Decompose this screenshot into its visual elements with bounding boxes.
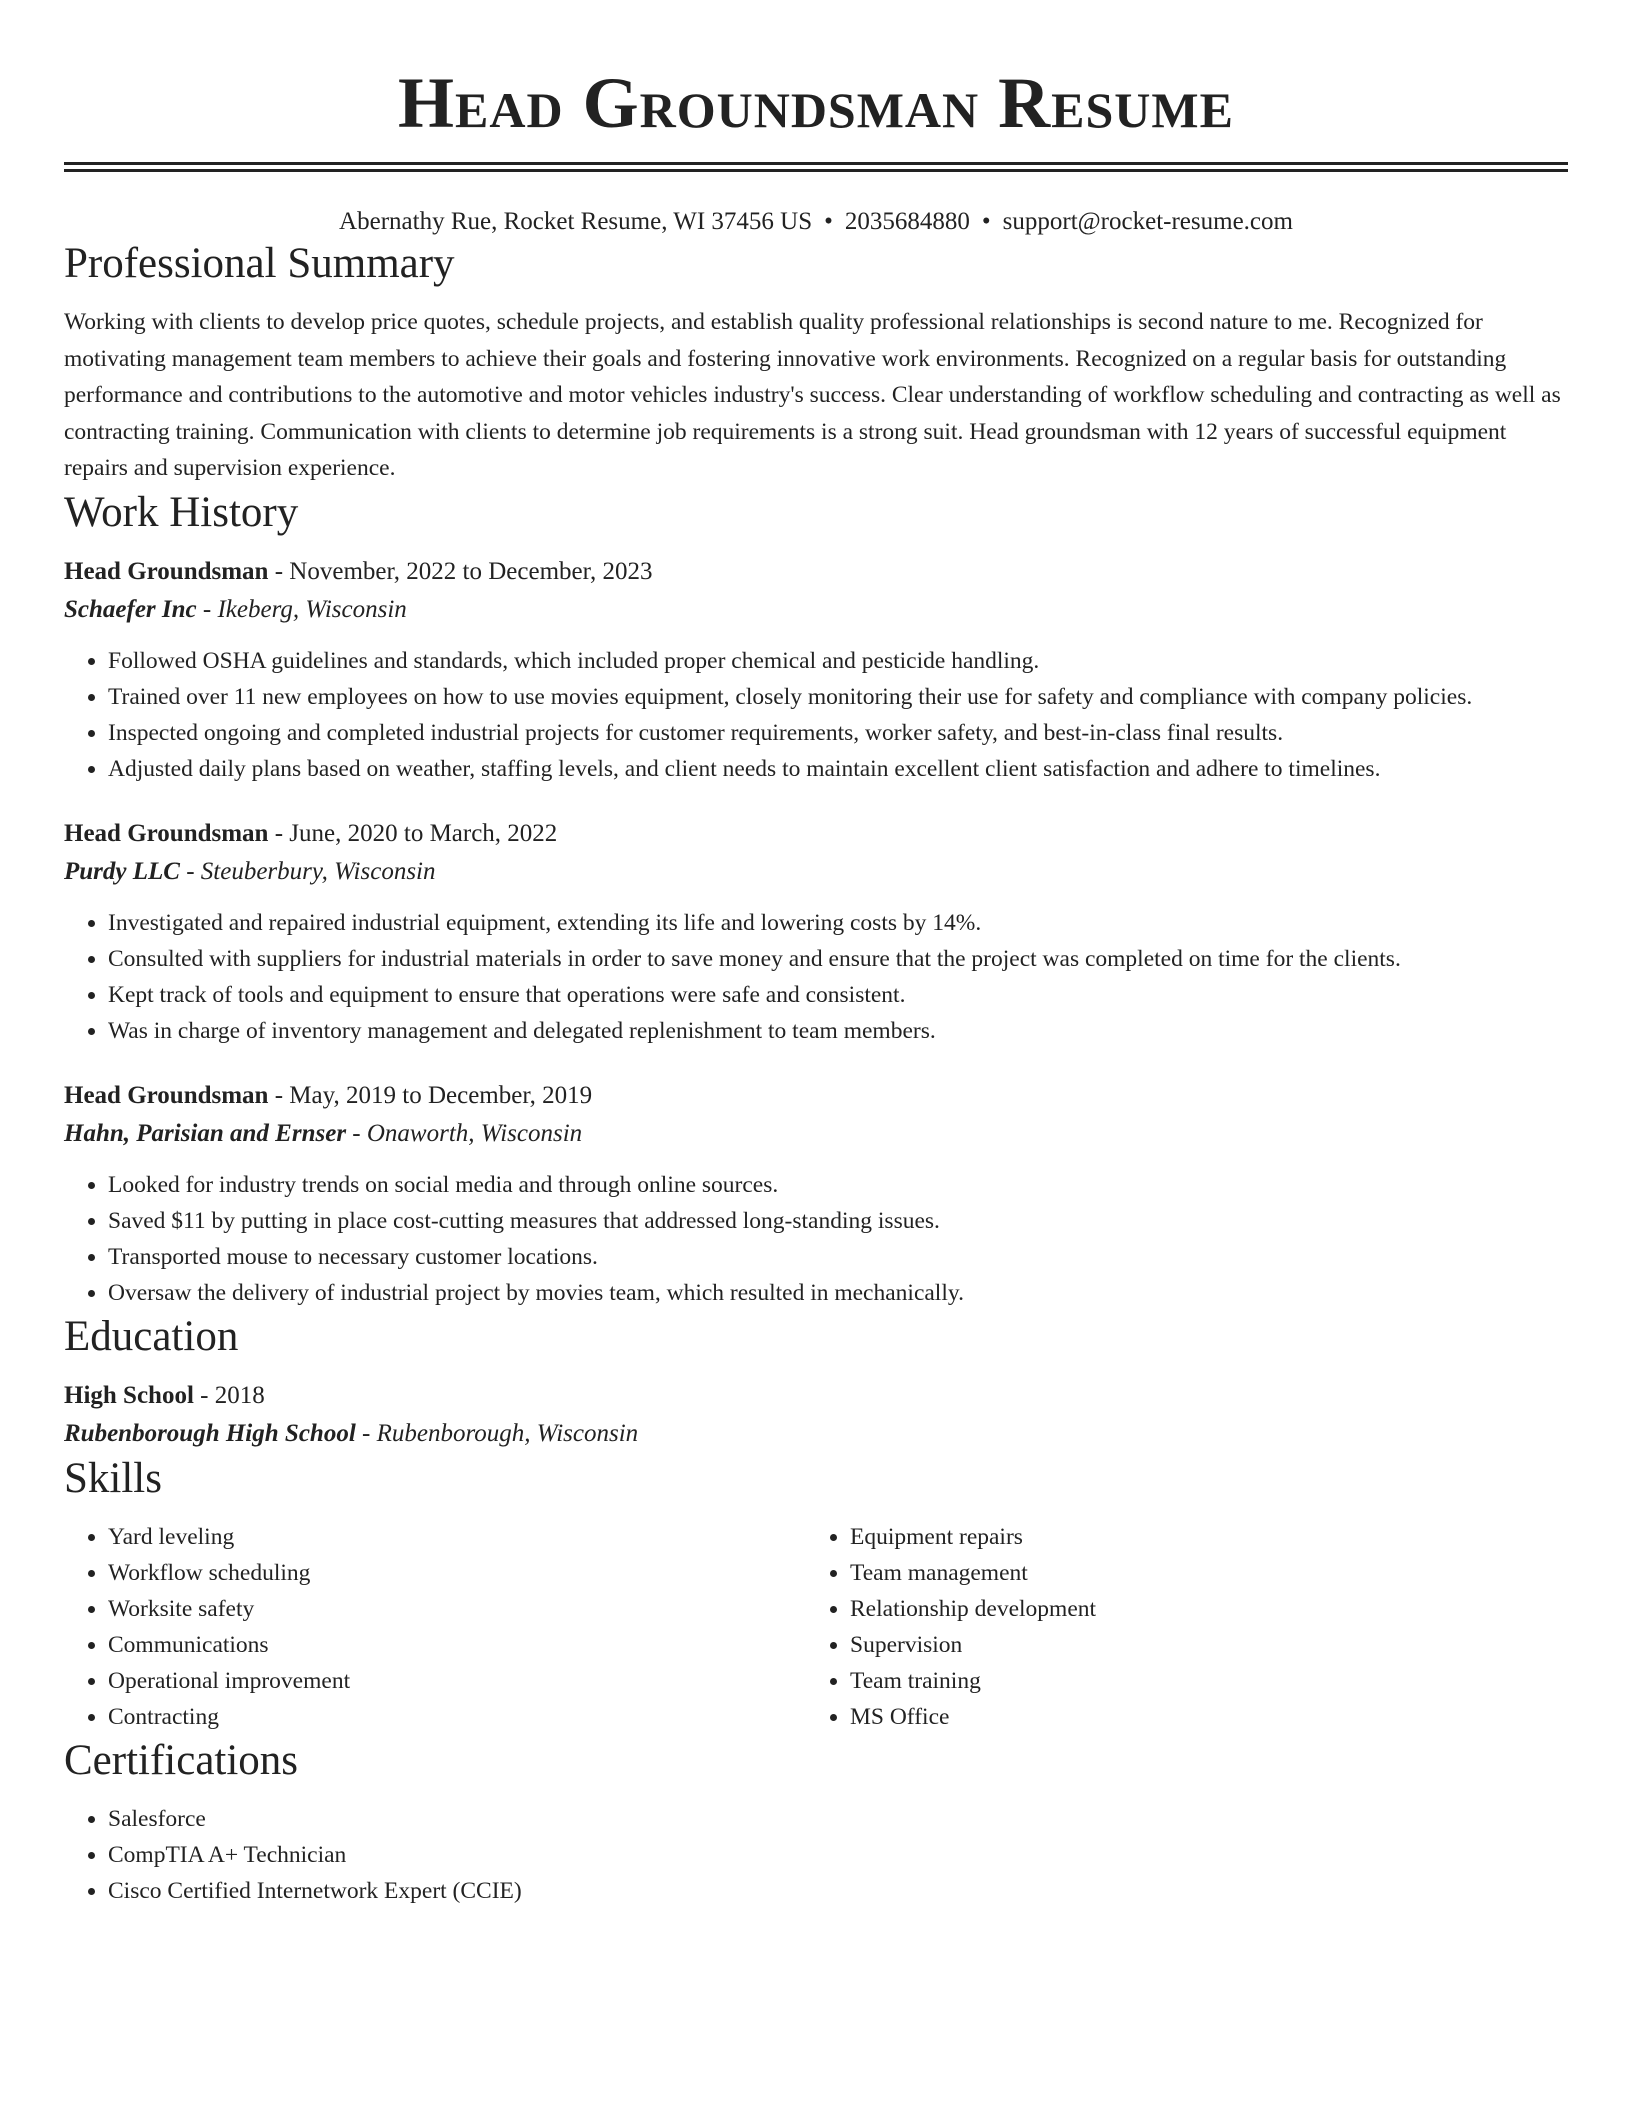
list-item: • Team training — [850, 1663, 1548, 1699]
list-item: • Worksite safety — [108, 1591, 806, 1627]
education-school: Rubenborough High School — [64, 1419, 356, 1447]
list-item: • Kept track of tools and equipment to ensure that operations were safe and consistent. — [108, 977, 1568, 1013]
list-item: • Followed OSHA guidelines and standards, which included proper chemical and pesticide handling. — [108, 643, 1568, 679]
list-item: • Salesforce — [108, 1801, 1568, 1837]
list-item: • Yard leveling — [108, 1519, 806, 1555]
contact-email: support@rocket-resume.com — [1002, 208, 1293, 235]
job-title: Head Groundsman — [64, 1081, 269, 1109]
list-item: • MS Office — [850, 1699, 1548, 1735]
contact-line — [64, 206, 1568, 238]
job-entry — [64, 1077, 1568, 1311]
list-item: • Transported mouse to necessary customer locations. — [108, 1239, 1568, 1275]
job-employer — [64, 591, 1568, 629]
resume-title: Head Groundsman Resume — [398, 63, 1234, 143]
job-entry — [64, 553, 1568, 787]
job-bullets — [64, 643, 1568, 787]
job-location: - Onaworth, Wisconsin — [346, 1119, 583, 1147]
certifications-list — [64, 1801, 1568, 1909]
list-item: • Team management — [850, 1555, 1548, 1591]
job-company: Purdy LLC — [64, 857, 180, 885]
contact-address: Abernathy Rue, Rocket Resume, WI 37456 US — [339, 208, 813, 235]
job-title: Head Groundsman — [64, 557, 269, 585]
education-location: - Rubenborough, Wisconsin — [355, 1419, 639, 1447]
list-item: • Saved $11 by putting in place cost-cutting measures that addressed long-standing issues. — [108, 1203, 1568, 1239]
list-item: • Oversaw the delivery of industrial project by movies team, which resulted in mechanically. — [108, 1275, 1568, 1311]
education-header — [64, 1377, 1568, 1415]
job-header — [64, 815, 1568, 853]
list-item: • Looked for industry trends on social media and through online sources. — [108, 1167, 1568, 1203]
job-header — [64, 1077, 1568, 1115]
contact-separator: • — [981, 208, 991, 235]
job-header — [64, 553, 1568, 591]
list-item: • Communications — [108, 1627, 806, 1663]
job-company: Hahn, Parisian and Ernser — [64, 1119, 347, 1147]
list-item: • Cisco Certified Internetwork Expert (CCIE) — [108, 1873, 1568, 1909]
list-item: • Contracting — [108, 1699, 806, 1735]
list-item: • Supervision — [850, 1627, 1548, 1663]
certifications-heading: Certifications — [64, 1736, 299, 1784]
title-double-rule — [64, 162, 1568, 172]
job-company: Schaefer Inc — [64, 595, 197, 623]
list-item: • Consulted with suppliers for industrial materials in order to save money and ensure that the project was completed on time for the clients. — [108, 941, 1568, 977]
summary-text: Working with clients to develop price quotes, schedule projects, and establish quality professional relationships is second nature to me. Recognized for motivating management team members to achieve their goals and fostering innovative work environments. Recognized on a regular basis for outstanding performance and contributions to the automotive and motor vehicles industry's success. Clear understanding of workflow scheduling and contracting as well as contracting training. Communication with clients to determine job requirements is a strong suit. Head groundsman with 12 years of successful equipment repairs and supervision experience. — [64, 309, 1561, 481]
list-item: • Equipment repairs — [850, 1519, 1548, 1555]
work-history-heading: Work History — [64, 488, 299, 536]
job-bullets — [64, 905, 1568, 1049]
list-item: • Inspected ongoing and completed industrial projects for customer requirements, worker safety, and best-in-class final results. — [108, 715, 1568, 751]
education-heading: Education — [64, 1312, 239, 1360]
contact-phone: 2035684880 — [844, 208, 970, 235]
summary-heading: Professional Summary — [64, 240, 455, 287]
list-item: • Investigated and repaired industrial equipment, extending its life and lowering costs by 14%. — [108, 905, 1568, 941]
job-bullets — [64, 1167, 1568, 1311]
resume-page — [64, 0, 1568, 1909]
skills-right-list — [806, 1519, 1548, 1735]
list-item: • Relationship development — [850, 1591, 1548, 1627]
education-year: - 2018 — [193, 1381, 265, 1409]
job-location: - Steuberbury, Wisconsin — [179, 857, 436, 885]
job-dates: - June, 2020 to March, 2022 — [268, 819, 558, 847]
job-title: Head Groundsman — [64, 819, 269, 847]
skills-heading: Skills — [64, 1454, 162, 1502]
job-location: - Ikeberg, Wisconsin — [196, 595, 407, 623]
list-item: • Workflow scheduling — [108, 1555, 806, 1591]
list-item: • CompTIA A+ Technician — [108, 1837, 1568, 1873]
contact-separator: • — [824, 208, 833, 235]
education-school-line — [64, 1415, 1568, 1453]
list-item: • Trained over 11 new employees on how to use movies equipment, closely monitoring their use for safety and compliance with company policies. — [108, 679, 1568, 715]
list-item: • Adjusted daily plans based on weather, staffing levels, and client needs to maintain excellent client satisfaction and adhere to timelines. — [108, 751, 1568, 787]
list-item: • Operational improvement — [108, 1663, 806, 1699]
job-dates: - May, 2019 to December, 2019 — [268, 1081, 593, 1109]
job-employer — [64, 853, 1568, 891]
job-employer — [64, 1115, 1568, 1153]
skills-columns — [64, 1505, 1568, 1735]
skills-left-list — [64, 1519, 806, 1735]
job-dates: - November, 2022 to December, 2023 — [268, 557, 653, 585]
education-degree: High School — [64, 1381, 194, 1409]
job-entry — [64, 815, 1568, 1049]
education-entry — [64, 1377, 1568, 1453]
list-item: • Was in charge of inventory management and delegated replenishment to team members. — [108, 1013, 1568, 1049]
